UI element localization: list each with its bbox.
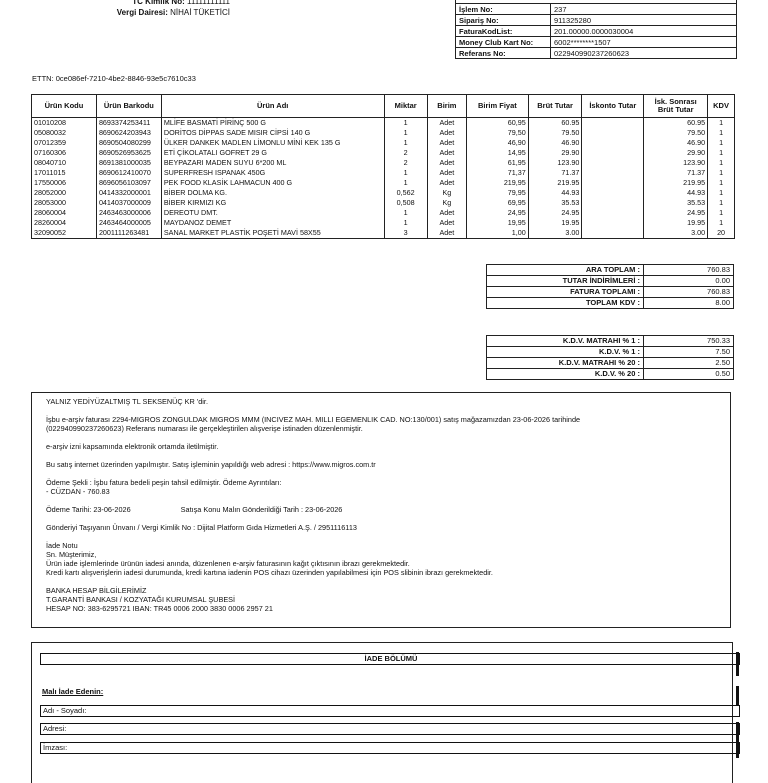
- column-header: Brüt Tutar: [528, 95, 582, 118]
- quantity: 1: [384, 208, 427, 218]
- column-header: KDV: [708, 95, 735, 118]
- unit: Adet: [427, 128, 466, 138]
- vat-rate: 1: [708, 118, 735, 129]
- net-amount: 29.90: [644, 148, 708, 158]
- info-row: [456, 4, 737, 15]
- total-label: K.D.V. MATRAHI % 1 :: [487, 336, 644, 347]
- product-name: MLİFE BASMATİ PİRİNÇ 500 G: [161, 118, 384, 129]
- quantity: 2: [384, 158, 427, 168]
- total-value: 760.83: [644, 265, 734, 276]
- unit: Adet: [427, 178, 466, 188]
- returner-address-field: Adresi:: [40, 723, 740, 735]
- tax-office-label: Vergi Dairesi:: [116, 8, 168, 17]
- table-row: [32, 148, 735, 158]
- order-info-table: [455, 0, 737, 59]
- unit-price: 19,95: [466, 218, 528, 228]
- net-amount: 79.50: [644, 128, 708, 138]
- bracket-line: [736, 686, 739, 706]
- discount: [582, 158, 644, 168]
- carrier-info: Gönderiyi Taşıyanın Ünvanı / Vergi Kimlik No : Dijital Platform Gıda Hizmetleri A.Ş. / 2951116113: [46, 523, 357, 532]
- vat-rate: 1: [708, 178, 735, 188]
- gross-amount: 44.93: [528, 188, 582, 198]
- table-row: [32, 118, 735, 129]
- table-row: [32, 178, 735, 188]
- product-name: ETİ ÇİKOLATALI GOFRET 29 G: [161, 148, 384, 158]
- internet-sale-note: Bu satış internet üzerinden yapılmıştır. Satış işleminin yapıldığı web adresi : https://www.migros.com.tr: [46, 460, 376, 469]
- total-value: 0.50: [644, 369, 734, 380]
- tax-office-value: NİHAİ TÜKETİCİ: [170, 8, 230, 17]
- total-label: K.D.V. % 20 :: [487, 369, 644, 380]
- gross-amount: 79.50: [528, 128, 582, 138]
- gross-amount: 24.95: [528, 208, 582, 218]
- total-value: 0.00: [644, 276, 734, 287]
- table-row: [32, 168, 735, 178]
- product-name: BEYPAZARI MADEN SUYU 6*200 ML: [161, 158, 384, 168]
- quantity: 1: [384, 218, 427, 228]
- vat-rate: 1: [708, 198, 735, 208]
- barcode: 8690504080299: [96, 138, 161, 148]
- total-row: [487, 298, 734, 309]
- total-label: K.D.V. % 1 :: [487, 347, 644, 358]
- column-header: Birim: [427, 95, 466, 118]
- vat-rate: 20: [708, 228, 735, 239]
- product-code: 28053000: [32, 198, 97, 208]
- dates: [46, 505, 716, 514]
- info-label: Referans No:: [456, 48, 551, 59]
- quantity: 0,562: [384, 188, 427, 198]
- total-label: TOPLAM KDV :: [487, 298, 644, 309]
- barcode: 8690612410070: [96, 168, 161, 178]
- quantity: 1: [384, 128, 427, 138]
- bracket-line: [736, 722, 739, 758]
- total-row: [487, 358, 734, 369]
- discount: [582, 208, 644, 218]
- product-name: BİBER KIRMIZI KG: [161, 198, 384, 208]
- total-value: 760.83: [644, 287, 734, 298]
- net-amount: 3.00: [644, 228, 708, 239]
- unit-price: 14,95: [466, 148, 528, 158]
- unit-price: 60,95: [466, 118, 528, 129]
- total-row: [487, 369, 734, 380]
- gross-amount: 60.95: [528, 118, 582, 129]
- gross-amount: 35.53: [528, 198, 582, 208]
- product-code: 32090052: [32, 228, 97, 239]
- total-row: [487, 347, 734, 358]
- discount: [582, 128, 644, 138]
- vat-rate: 1: [708, 158, 735, 168]
- vat-rate: 1: [708, 188, 735, 198]
- payment-date: Ödeme Tarihi: 23-06-2026: [46, 505, 131, 514]
- product-name: MAYDANOZ DEMET: [161, 218, 384, 228]
- return-note: İade Notu Sn. Müşterimiz, Ürün iade işlemlerinde ürünün iadesi anında, düzenlenen e-arşiv faturasının kağıt çıktısının ibrazı gerekmektedir. Kredi kartı alışverişlerin iadesi durumunda, kredi kartına iadenin POS cihazı üzerinden yapılabilmesi için POS slibinin ibrazı gerekmektedir.: [46, 541, 493, 577]
- discount: [582, 118, 644, 129]
- product-code: 17011015: [32, 168, 97, 178]
- quantity: 1: [384, 118, 427, 129]
- total-label: FATURA TOPLAMI :: [487, 287, 644, 298]
- amount-in-words: YALNIZ YEDİYÜZALTMIŞ TL SEKSENÜÇ KR 'dir.: [46, 397, 208, 406]
- info-value: 022940990237260623: [551, 48, 737, 59]
- quantity: 3: [384, 228, 427, 239]
- invoice-info: İşbu e-arşiv faturası 2294-MIGROS ZONGULDAK MIGROS MMM (INCIVEZ MAH. MILLI EGEMENLIK CAD. NO:130/001) satış mağazamızdan 23-06-2026 tarihinde (022940990237260623) Referans numarası ile gerçekleştirilen alışverişe istinaden düzenlenmiştir.: [46, 415, 581, 433]
- totals-table: [486, 264, 734, 309]
- unit-price: 24,95: [466, 208, 528, 218]
- total-value: 2.50: [644, 358, 734, 369]
- unit-price: 46,90: [466, 138, 528, 148]
- unit-price: 69,95: [466, 198, 528, 208]
- info-value: 237: [551, 4, 737, 15]
- table-row: [32, 208, 735, 218]
- barcode: 8690526953625: [96, 148, 161, 158]
- discount: [582, 228, 644, 239]
- table-row: [32, 158, 735, 168]
- total-row: [487, 265, 734, 276]
- total-row: [487, 276, 734, 287]
- ettn: ETTN: 0ce086ef-7210-4be2-8846-93e5c7610c33: [32, 74, 196, 83]
- net-amount: 219.95: [644, 178, 708, 188]
- table-row: [32, 138, 735, 148]
- vat-rate: 1: [708, 218, 735, 228]
- table-row: [32, 228, 735, 239]
- quantity: 1: [384, 138, 427, 148]
- column-header: İskonto Tutar: [582, 95, 644, 118]
- gross-amount: 19.95: [528, 218, 582, 228]
- net-amount: 123.90: [644, 158, 708, 168]
- product-code: 01010208: [32, 118, 97, 129]
- vat-rate: 1: [708, 148, 735, 158]
- column-header: Ürün Barkodu: [96, 95, 161, 118]
- product-name: PEK FOOD KLASİK LAHMACUN 400 G: [161, 178, 384, 188]
- barcode: 2463464000005: [96, 218, 161, 228]
- unit: Adet: [427, 138, 466, 148]
- gross-amount: 46.90: [528, 138, 582, 148]
- column-header: Birim Fiyat: [466, 95, 528, 118]
- total-value: 750.33: [644, 336, 734, 347]
- barcode: 0414332000001: [96, 188, 161, 198]
- barcode: 8691381000035: [96, 158, 161, 168]
- product-name: ÜLKER DANKEK MADLEN LİMONLU MİNİ KEK 135 G: [161, 138, 384, 148]
- table-row: [32, 188, 735, 198]
- gross-amount: 71.37: [528, 168, 582, 178]
- product-code: 05080032: [32, 128, 97, 138]
- table-row: [32, 198, 735, 208]
- discount: [582, 198, 644, 208]
- unit: Adet: [427, 168, 466, 178]
- column-header: İsk. Sonrası Brüt Tutar: [644, 95, 708, 118]
- vat-rate: 1: [708, 128, 735, 138]
- unit: Adet: [427, 228, 466, 239]
- discount: [582, 188, 644, 198]
- product-code: 08040710: [32, 158, 97, 168]
- product-name: SUPERFRESH ISPANAK 450G: [161, 168, 384, 178]
- barcode: 2463463000006: [96, 208, 161, 218]
- gross-amount: 123.90: [528, 158, 582, 168]
- unit-price: 71,37: [466, 168, 528, 178]
- barcode: 8693374253411: [96, 118, 161, 129]
- unit: Adet: [427, 208, 466, 218]
- net-amount: 60.95: [644, 118, 708, 129]
- tc-label: TC Kimlik No:: [132, 0, 185, 6]
- barcode: 8690624203943: [96, 128, 161, 138]
- net-amount: 35.53: [644, 198, 708, 208]
- column-header: Ürün Adı: [161, 95, 384, 118]
- payment-info: Ödeme Şekli : İşbu fatura bedeli peşin tahsil edilmiştir. Ödeme Ayrıntıları: - CÜZDAN - 760.83: [46, 478, 282, 496]
- barcode: 8696056103097: [96, 178, 161, 188]
- unit: Kg: [427, 188, 466, 198]
- returner-name-field: Adı - Soyadı:: [40, 705, 740, 717]
- product-code: 28060004: [32, 208, 97, 218]
- product-code: 28052000: [32, 188, 97, 198]
- unit-price: 1,00: [466, 228, 528, 239]
- discount: [582, 168, 644, 178]
- product-code: 17550006: [32, 178, 97, 188]
- product-name: SANAL MARKET PLASTİK POŞETİ MAVİ 58X55: [161, 228, 384, 239]
- quantity: 1: [384, 168, 427, 178]
- quantity: 1: [384, 178, 427, 188]
- product-name: DORİTOS DİPPAS SADE MISIR CİPSİ 140 G: [161, 128, 384, 138]
- info-label: Sipariş No:: [456, 15, 551, 26]
- gross-amount: 29.90: [528, 148, 582, 158]
- total-value: 8.00: [644, 298, 734, 309]
- unit: Adet: [427, 158, 466, 168]
- unit: Adet: [427, 148, 466, 158]
- total-row: [487, 336, 734, 347]
- info-value: 201.00000.0000030004: [551, 26, 737, 37]
- discount: [582, 148, 644, 158]
- net-amount: 44.93: [644, 188, 708, 198]
- tc-value: 11111111111: [186, 0, 230, 6]
- net-amount: 46.90: [644, 138, 708, 148]
- bank-info: BANKA HESAP BİLGİLERİMİZ T.GARANTİ BANKASI / KOZYATAĞI KURUMSAL ŞUBESİ HESAP NO: 383-6295721 IBAN: TR45 0006 2000 3830 0006 2957 21: [46, 586, 273, 613]
- unit-price: 219,95: [466, 178, 528, 188]
- column-header: Ürün Kodu: [32, 95, 97, 118]
- vat-table: [486, 335, 734, 380]
- customer-info: [60, 0, 230, 18]
- quantity: 0,508: [384, 198, 427, 208]
- info-value: 6002********1507: [551, 37, 737, 48]
- bracket-line: [736, 652, 739, 676]
- vat-rate: 1: [708, 168, 735, 178]
- product-name: DEREOTU DMT.: [161, 208, 384, 218]
- net-amount: 19.95: [644, 218, 708, 228]
- earsiv-note: e-arşiv izni kapsamında elektronik ortamda iletilmiştir.: [46, 442, 219, 451]
- discount: [582, 218, 644, 228]
- returner-signature-field: İmzası:: [40, 742, 740, 754]
- product-code: 07160306: [32, 148, 97, 158]
- table-row: [32, 218, 735, 228]
- barcode: 0414037000009: [96, 198, 161, 208]
- notes-box: [31, 392, 731, 628]
- net-amount: 71.37: [644, 168, 708, 178]
- vat-rate: 1: [708, 138, 735, 148]
- discount: [582, 178, 644, 188]
- quantity: 2: [384, 148, 427, 158]
- unit-price: 61,95: [466, 158, 528, 168]
- unit: Kg: [427, 198, 466, 208]
- total-label: TUTAR İNDİRİMLERİ :: [487, 276, 644, 287]
- unit-price: 79,95: [466, 188, 528, 198]
- total-row: [487, 287, 734, 298]
- total-label: K.D.V. MATRAHI % 20 :: [487, 358, 644, 369]
- gross-amount: 3.00: [528, 228, 582, 239]
- column-header: Miktar: [384, 95, 427, 118]
- unit: Adet: [427, 218, 466, 228]
- info-row: [456, 48, 737, 59]
- ship-date: Satışa Konu Malın Gönderildiği Tarih : 23-06-2026: [180, 505, 343, 514]
- returner-label: Malı İade Edenin:: [42, 687, 104, 696]
- net-amount: 24.95: [644, 208, 708, 218]
- product-name: BİBER DOLMA KG.: [161, 188, 384, 198]
- total-label: ARA TOPLAM :: [487, 265, 644, 276]
- info-row: [456, 15, 737, 26]
- info-label: Money Club Kart No:: [456, 37, 551, 48]
- info-value: 911325280: [551, 15, 737, 26]
- unit-price: 79,50: [466, 128, 528, 138]
- unit: Adet: [427, 118, 466, 129]
- info-label: FaturaKodList:: [456, 26, 551, 37]
- info-row: [456, 37, 737, 48]
- product-code: 28260004: [32, 218, 97, 228]
- info-label: İşlem No:: [456, 4, 551, 15]
- product-code: 07012359: [32, 138, 97, 148]
- items-table: [31, 94, 735, 239]
- total-value: 7.50: [644, 347, 734, 358]
- barcode: 2001111263481: [96, 228, 161, 239]
- table-row: [32, 128, 735, 138]
- discount: [582, 138, 644, 148]
- info-row: [456, 26, 737, 37]
- return-section-title: İADE BÖLÜMÜ: [40, 653, 740, 665]
- gross-amount: 219.95: [528, 178, 582, 188]
- vat-rate: 1: [708, 208, 735, 218]
